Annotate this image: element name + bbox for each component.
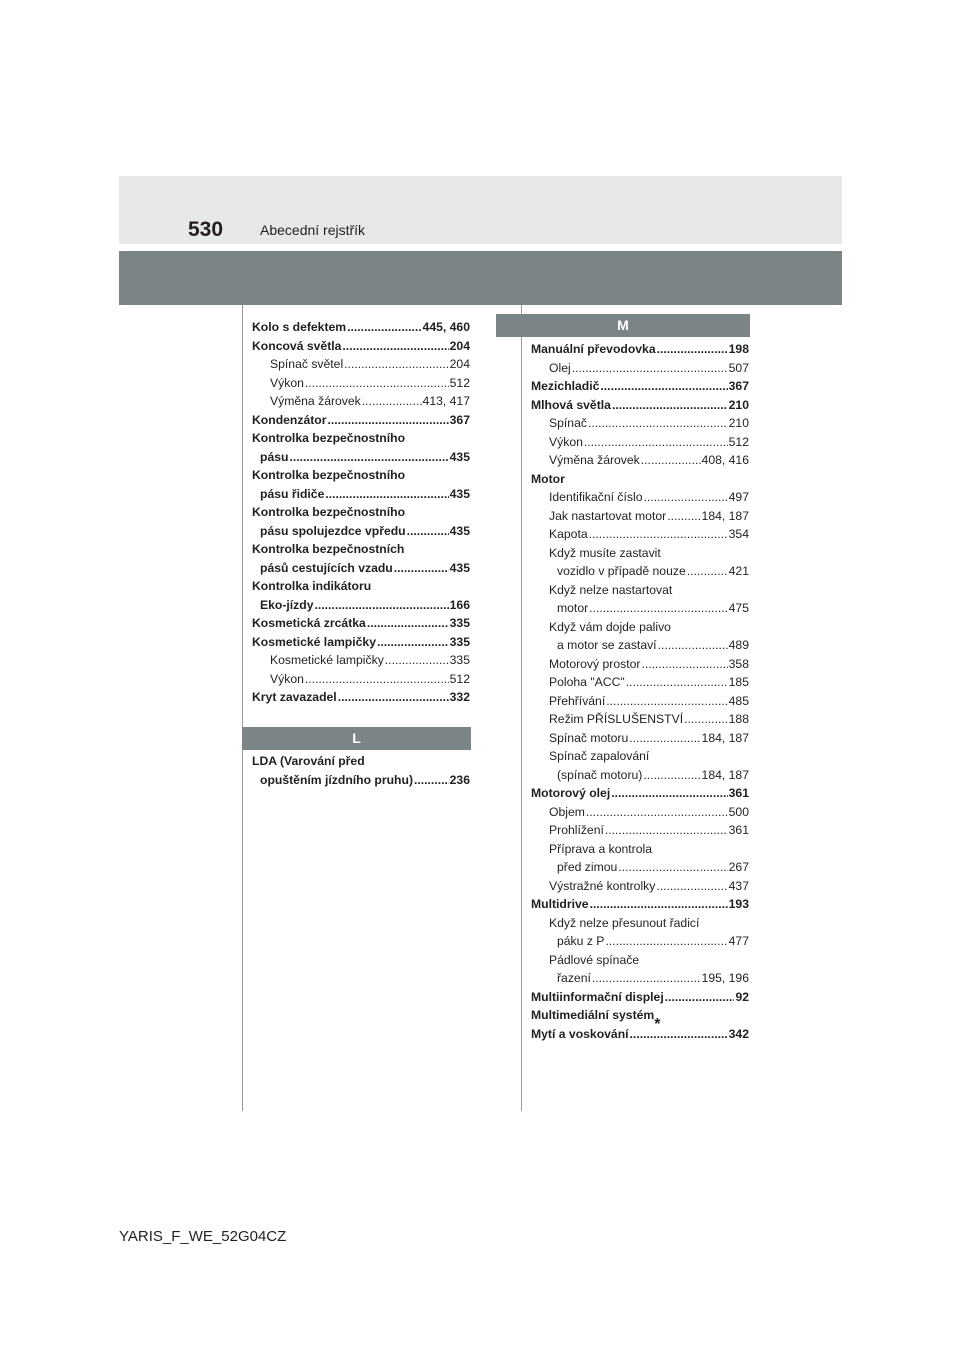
entry-page-ref: 512: [449, 375, 470, 390]
entry-term: Kolo s defektem: [252, 320, 347, 334]
entry-page-ref: 195, 196: [701, 971, 749, 985]
index-entry: [252, 577, 470, 596]
leader-dots: [289, 448, 448, 467]
entry-page-ref: 361: [728, 823, 749, 837]
index-entry: [531, 803, 749, 822]
entry-term: páku z P: [557, 934, 605, 948]
page-title: Abecední rejstřík: [260, 222, 366, 238]
entry-term: Prohlížení: [549, 823, 604, 837]
index-entry: [531, 581, 749, 600]
index-entry: [252, 466, 470, 485]
leader-dots: [665, 988, 735, 1007]
index-entry: [252, 448, 470, 467]
leader-dots: [367, 614, 449, 633]
entry-page-ref: 204: [449, 338, 470, 353]
letter-heading-m: M: [496, 314, 750, 337]
entry-term: Když nelze přesunout řadicí: [549, 915, 700, 930]
index-entry: [531, 433, 749, 452]
leader-dots: [612, 396, 728, 415]
leader-dots: [414, 771, 449, 790]
index-entry: [531, 599, 749, 618]
entry-page-ref: 335: [449, 634, 470, 649]
index-entry: [252, 522, 470, 541]
index-entry: [531, 932, 749, 951]
leader-dots: [344, 355, 448, 374]
index-entry: [531, 877, 749, 896]
entry-page-ref: 358: [728, 656, 749, 671]
entry-term: Mlhová světla: [531, 397, 611, 412]
entry-term: Kosmetické lampičky: [252, 634, 376, 649]
entry-term: opuštěním jízdního pruhu): [260, 772, 413, 787]
leader-dots: [586, 803, 728, 822]
entry-page-ref: 335: [449, 616, 470, 630]
entry-page-ref: 354: [728, 527, 749, 541]
entry-page-ref: 166: [449, 597, 470, 612]
entry-term: Spínač motoru: [549, 730, 629, 745]
index-entry: [252, 337, 470, 356]
leader-dots: [626, 673, 728, 692]
entry-term: Kosmetické lampičky: [270, 653, 384, 667]
entry-page-ref: 193: [728, 897, 749, 911]
leader-dots: [347, 318, 421, 337]
entry-page-ref: 188: [728, 712, 749, 726]
entry-page-ref: 475: [728, 601, 749, 615]
index-entry: [252, 355, 470, 374]
entry-page-ref: 335: [449, 653, 470, 667]
entry-page-ref: 342: [728, 1026, 749, 1041]
entry-term: Motorový prostor: [549, 656, 641, 671]
entry-term: Motorový olej: [531, 786, 611, 800]
entry-term: Spínač zapalování: [549, 749, 650, 763]
entry-term: Výkon: [549, 434, 583, 449]
entry-term: Výkon: [270, 375, 304, 390]
leader-dots: [641, 655, 727, 674]
index-entry: [531, 359, 749, 378]
index-entry: [252, 752, 470, 771]
index-entry: [531, 377, 749, 396]
entry-page-ref: 435: [449, 449, 470, 464]
entry-term: Multidrive: [531, 897, 589, 911]
index-entry: [531, 914, 749, 933]
entry-term: motor: [557, 601, 589, 615]
leader-dots: [630, 1025, 728, 1044]
leader-dots: [687, 562, 728, 581]
entry-term: Multimediální systém: [531, 1008, 655, 1022]
entry-term: Výstražné kontrolky: [549, 878, 656, 893]
entry-page-ref: 184, 187: [701, 730, 749, 745]
leader-dots: [362, 392, 422, 411]
index-entry: [252, 670, 470, 689]
leader-dots: [641, 451, 701, 470]
entry-term: Výměna žárovek: [549, 453, 640, 467]
index-entry: [252, 485, 470, 504]
entry-term: Mezichladič: [531, 379, 600, 393]
index-entry: [252, 633, 470, 652]
entry-term: pásu spolujezdce vpředu: [260, 523, 406, 538]
index-entry: [531, 858, 749, 877]
entry-term: a motor se zastaví: [557, 638, 657, 652]
leader-dots: [618, 858, 727, 877]
index-entry: [252, 596, 470, 615]
entry-term: Kontrolka bezpečnostního: [252, 431, 406, 445]
index-entry: [252, 392, 470, 411]
index-entry: [252, 411, 470, 430]
leader-dots: [315, 596, 449, 615]
index-entry: [531, 655, 749, 674]
entry-term: Mytí a voskování: [531, 1026, 629, 1041]
entry-term: Kosmetická zrcátka: [252, 616, 366, 630]
entry-term: Kapota: [549, 527, 588, 541]
leader-dots: [589, 525, 728, 544]
entry-term: Manuální převodovka: [531, 342, 656, 356]
index-entry: [531, 544, 749, 563]
index-entry: [252, 559, 470, 578]
entry-page-ref: 210: [728, 416, 749, 430]
index-entry: [531, 988, 749, 1007]
entry-page-ref: 367: [449, 412, 470, 427]
index-entry: [252, 318, 470, 337]
index-entry: [531, 710, 749, 729]
entry-term: pásů cestujících vzadu: [260, 560, 393, 575]
index-entry: [531, 340, 749, 359]
leader-dots: [643, 766, 700, 785]
index-entry: [252, 688, 470, 707]
entry-page-ref: 361: [728, 786, 749, 800]
entry-page-ref: 512: [449, 671, 470, 686]
column-divider-left: [242, 305, 243, 1111]
index-entry: [531, 895, 749, 914]
entry-page-ref: 184, 187: [701, 508, 749, 523]
leader-dots: [584, 433, 728, 452]
entry-page-ref: 267: [728, 860, 749, 874]
entry-page-ref: 485: [728, 693, 749, 708]
index-entry: [531, 562, 749, 581]
entry-term: Spínač světel: [270, 357, 344, 371]
index-entry: [531, 488, 749, 507]
index-entry: [252, 771, 470, 790]
index-entry: [531, 618, 749, 637]
page-number: 530: [188, 218, 224, 241]
index-entry: [531, 673, 749, 692]
entry-page-ref: 497: [728, 490, 749, 504]
entry-term: Výkon: [270, 671, 304, 686]
leader-dots: [305, 670, 449, 689]
entry-term: Identifikační číslo: [549, 490, 643, 504]
entry-term: pásu: [260, 449, 289, 464]
entry-page-ref: 437: [728, 878, 749, 893]
entry-term: Když vám dojde palivo: [549, 619, 671, 634]
column-divider-middle: [521, 305, 522, 1111]
leader-dots: [629, 729, 700, 748]
entry-term: (spínač motoru): [557, 767, 643, 782]
index-entry: [531, 784, 749, 803]
entry-page-ref: 512: [728, 434, 749, 449]
leader-dots: [377, 633, 449, 652]
index-entry: [531, 840, 749, 859]
index-entry: [531, 821, 749, 840]
document-code: YARIS_F_WE_52G04CZ: [119, 1228, 287, 1245]
leader-dots: [572, 359, 728, 378]
index-entry: [531, 951, 749, 970]
entry-term: Příprava a kontrola: [549, 841, 652, 856]
entry-page-ref: 477: [728, 934, 749, 948]
index-entry: [531, 470, 749, 489]
entry-term: Kontrolka bezpečnostního: [252, 505, 406, 519]
header-bar: [119, 251, 842, 305]
index-entry: [531, 414, 749, 433]
leader-dots: [338, 688, 449, 707]
leader-dots: [667, 507, 700, 526]
entry-term: LDA (Varování před: [252, 754, 365, 768]
entry-page-ref: 185: [728, 675, 749, 689]
index-entry: [531, 692, 749, 711]
index-entry: [531, 525, 749, 544]
index-entry: [252, 614, 470, 633]
header-band: [119, 176, 842, 244]
index-entry: [252, 503, 470, 522]
entry-term: Jak nastartovat motor: [549, 508, 667, 523]
entry-page-ref: 489: [728, 638, 749, 652]
leader-dots: [407, 522, 449, 541]
entry-term: Kontrolka bezpečnostního: [252, 468, 406, 482]
leader-dots: [658, 636, 728, 655]
entry-term: řazení: [557, 971, 591, 985]
leader-dots: [611, 784, 727, 803]
letter-heading-l: L: [242, 727, 471, 750]
leader-dots: [606, 692, 727, 711]
entry-term: Multiinformační displej: [531, 989, 664, 1004]
entry-term: před zimou: [557, 860, 618, 874]
entry-page-ref: 210: [728, 397, 749, 412]
index-entry: [531, 969, 749, 988]
entry-term: Eko-jízdy: [260, 597, 314, 612]
entry-page-ref: 92: [735, 989, 749, 1004]
entry-term: Kryt zavazadel: [252, 690, 337, 704]
entry-term: Výměna žárovek: [270, 394, 361, 408]
entry-term: Poloha "ACC": [549, 675, 625, 689]
entry-term: Motor: [531, 471, 565, 486]
index-entry: [252, 374, 470, 393]
index-entry: [531, 766, 749, 785]
entry-page-ref: 236: [449, 772, 470, 787]
index-column-m: [531, 340, 749, 1043]
leader-dots: [394, 559, 449, 578]
leader-dots: [589, 599, 728, 618]
leader-dots: [657, 340, 728, 359]
leader-dots: [684, 710, 728, 729]
index-entry: [531, 747, 749, 766]
leader-dots: [605, 932, 727, 951]
leader-dots: [385, 651, 449, 670]
leader-dots: [643, 488, 727, 507]
entry-page-ref: 445, 460: [422, 320, 470, 334]
entry-page-ref: 435: [449, 523, 470, 538]
index-entry: [531, 729, 749, 748]
entry-term: Když musíte zastavit: [549, 545, 661, 560]
entry-page-ref: 500: [728, 804, 749, 819]
entry-term: Kontrolka indikátoru: [252, 579, 372, 593]
index-entry: Multimediální systém *: [531, 1008, 661, 1033]
entry-term: Přehřívání: [549, 693, 606, 708]
entry-page-ref: 198: [728, 342, 749, 356]
leader-dots: [605, 821, 728, 840]
index-entry: [531, 1025, 749, 1044]
entry-page-ref: 435: [449, 486, 470, 501]
leader-dots: [600, 377, 727, 396]
index-entry: [531, 396, 749, 415]
index-entry: [531, 507, 749, 526]
entry-term: Kontrolka bezpečnostních: [252, 542, 405, 556]
entry-page-ref: 413, 417: [422, 394, 470, 408]
leader-dots: [656, 877, 727, 896]
leader-dots: [305, 374, 449, 393]
entry-term: Pádlové spínače: [549, 952, 640, 967]
index-entry: [252, 540, 470, 559]
entry-page-ref: 507: [728, 360, 749, 375]
entry-term: Spínač: [549, 416, 587, 430]
leader-dots: [590, 895, 728, 914]
index-column-l: [252, 752, 470, 789]
entry-page-ref: 204: [449, 357, 470, 371]
index-entry: [252, 429, 470, 448]
leader-dots: [588, 414, 728, 433]
entry-term: Koncová světla: [252, 338, 342, 353]
entry-page-ref: 435: [449, 560, 470, 575]
entry-term: vozidlo v případě nouze: [557, 564, 686, 578]
entry-page-ref: 421: [728, 564, 749, 578]
entry-term: Režim PŘÍSLUŠENSTVÍ: [549, 712, 684, 726]
entry-term: Olej: [549, 360, 571, 375]
index-entry: [531, 636, 749, 655]
index-entry: [531, 451, 749, 470]
leader-dots: [342, 337, 448, 356]
entry-page-ref: 367: [728, 379, 749, 393]
entry-page-ref: 184, 187: [701, 767, 749, 782]
entry-page-ref: 408, 416: [701, 453, 749, 467]
index-column-k: [252, 318, 470, 707]
leader-dots: [327, 411, 448, 430]
entry-term: Objem: [549, 804, 585, 819]
entry-page-ref: 332: [449, 690, 470, 704]
entry-term: Kondenzátor: [252, 412, 327, 427]
leader-dots: [592, 969, 701, 988]
index-entry: [252, 651, 470, 670]
entry-term: Když nelze nastartovat: [549, 582, 673, 597]
leader-dots: [325, 485, 448, 504]
entry-term: pásu řidiče: [260, 486, 325, 501]
